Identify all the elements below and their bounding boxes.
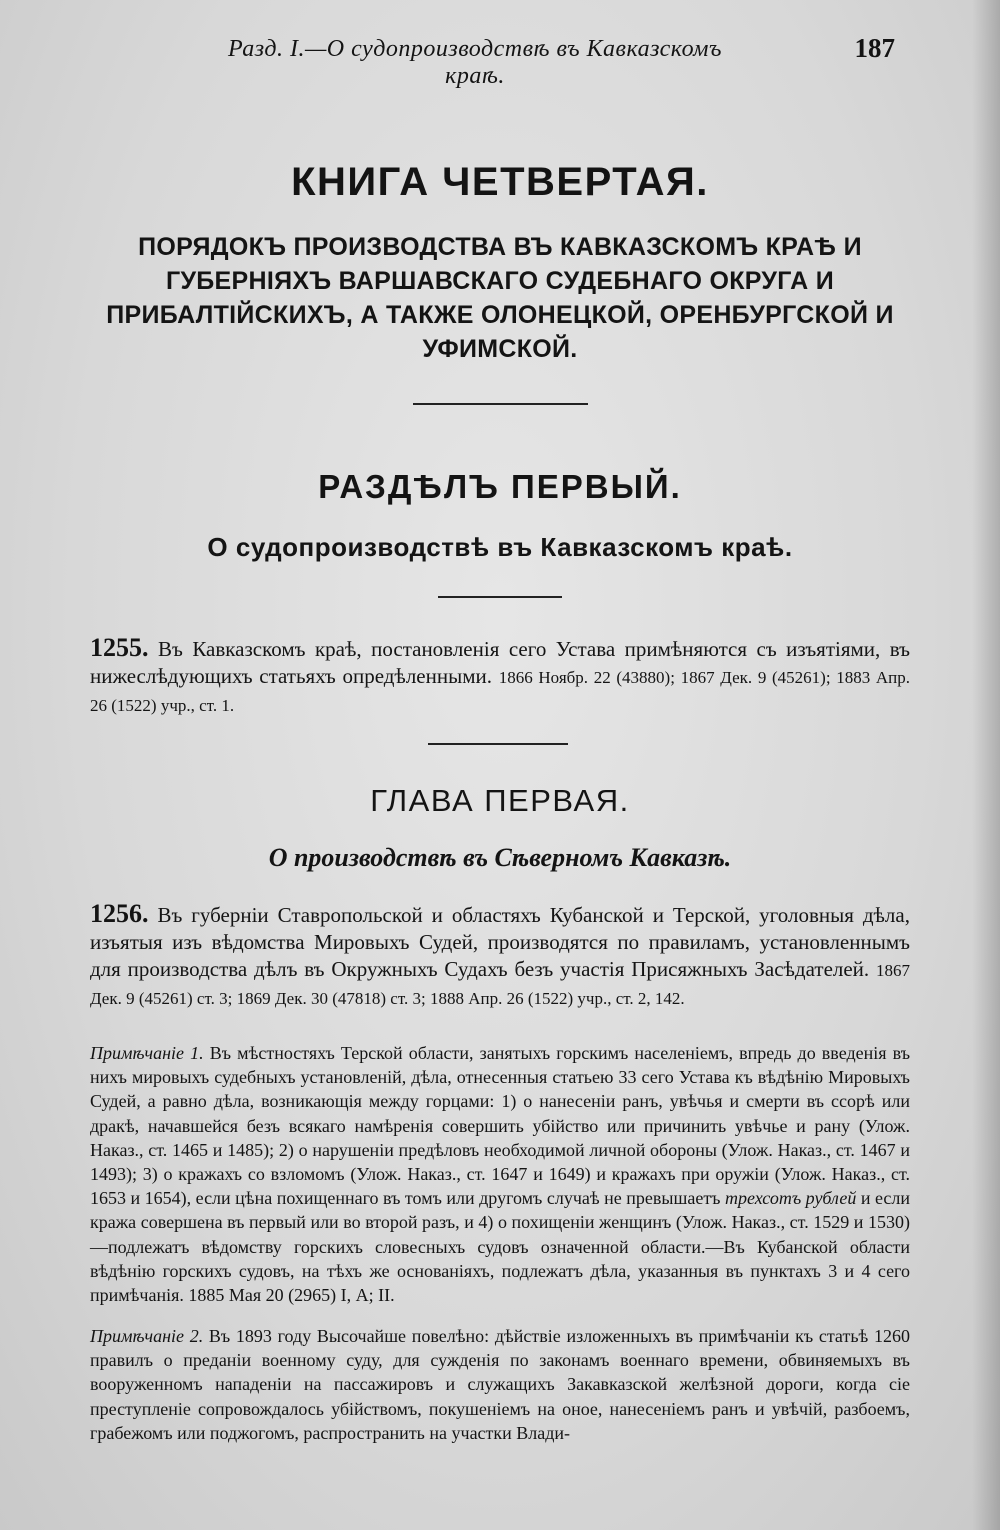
note-label: Примѣчаніе 2. [90, 1326, 204, 1346]
article-citation: 1867 Дек. 9 (45261) ст. 3; 1869 Дек. 30 (47818) ст. 3; 1888 Апр. 26 (1522) учр., ст. 2, 142. [90, 961, 911, 1008]
note-text: Въ 1893 году Высочайше повелѣно: дѣйствіе изложенныхъ въ примѣчаніи къ статьѣ 1260 правилъ о преданіи военному суду, для сужденія по законамъ военнаго времени, обвиняемыхъ въ вооруженномъ нападеніи на пассажировъ и служащихъ Закавказской желѣзной дороги, когда сіе преступленіе сопровождалось убійствомъ, покушеніемъ на оное, нанесеніемъ ранъ и увѣчій, разбоемъ, грабежомъ или поджогомъ, распространить на участки Влади- [90, 1326, 910, 1443]
note-1 [90, 1041, 910, 1307]
article-1255 [90, 634, 910, 719]
divider-rule [428, 743, 568, 745]
article-1256 [90, 900, 910, 1012]
note-citation: 1885 Мая 20 (2965) I, А; II. [188, 1285, 395, 1306]
article-text: Въ Кавказскомъ краѣ, постановленія сего Устава примѣняются съ изъятіями, въ нижеслѣдующихъ статьяхъ опредѣленными. [90, 637, 911, 688]
note-emphasis: трехсотъ рублей [725, 1188, 857, 1209]
article-number: 1256. [90, 899, 149, 928]
page-edge-shadow [972, 0, 1000, 1530]
note-text: и если кража совершена въ первый или во второй разъ, и 4) о похищеніи женщинъ (Улож. Наказ., ст. 1529 и 1530)—подлежатъ вѣдомству горскихъ словесныхъ судовъ означенной области.—Въ Кубанской области вѣдѣнію горскихъ судовъ, на тѣхъ же основаніяхъ, подлежатъ дѣла, указанныя въ пунктахъ 3 и 4 сего примѣчанія. [90, 1188, 911, 1306]
note-label: Примѣчаніе 1. [90, 1043, 204, 1063]
article-number: 1255. [90, 633, 149, 662]
article-text: Въ губерніи Ставропольской и областяхъ Кубанской и Терской, уголовныя дѣла, изъятыя изъ вѣдомства Мировыхъ Судей, производятся по правиламъ, установленнымъ для производства дѣлъ въ Окружныхъ Судахъ безъ участія Присяжныхъ Засѣдателей. [90, 903, 910, 981]
chapter-subtitle: О производствѣ въ Сѣверномъ Кавказѣ. [268, 843, 732, 872]
page-number: 187 [854, 33, 895, 63]
running-head: Разд. I.—О судопроизводствѣ въ Кавказскомъ краѣ. [228, 36, 722, 89]
divider-rule [413, 403, 588, 405]
note-2 [90, 1324, 910, 1445]
book-title: КНИГА ЧЕТВЕРТАЯ. [291, 160, 709, 204]
section-subtitle: О судопроизводствѣ въ Кавказскомъ краѣ. [207, 532, 793, 562]
divider-rule [438, 596, 562, 598]
section-title: РАЗДѢЛЪ ПЕРВЫЙ. [318, 468, 682, 505]
chapter-title: ГЛАВА ПЕРВАЯ. [370, 783, 630, 818]
book-subtitle: ПОРЯДОКЪ ПРОИЗВОДСТВА ВЪ КАВКАЗСКОМЪ КРАѢ И ГУБЕРНІЯХЪ ВАРШАВСКАГО СУДЕБНАГО ОКРУГА И ПРИБАЛТІЙСКИХЪ, А ТАКЖЕ ОЛОНЕЦКОЙ, ОРЕНБУРГСКОЙ И УФИМСКОЙ. [106, 233, 894, 363]
note-text: Въ мѣстностяхъ Терской области, занятыхъ горскимъ населеніемъ, впредь до введенія въ нихъ мировыхъ судебныхъ установленій, дѣла, отнесенныя статьею 33 сего Устава къ вѣдѣнію Мировыхъ Судей, а равно дѣла, возникающія между горцами: 1) о нанесеніи ранъ, увѣчья и смерти въ ссорѣ или дракѣ, начавшейся безъ всякаго намѣренія совершить убійство или причинить увѣчье и рану (Улож. Наказ., ст. 1465 и 1485); 2) о нарушеніи предѣловъ необходимой личной обороны (Улож. Наказ., ст. 1467 и 1493); 3) о кражахъ со взломомъ (Улож. Наказ., ст. 1647 и 1649) и кражахъ при оружіи (Улож. Наказ., ст. 1653 и 1654), если цѣна похищеннаго въ томъ или другомъ случаѣ не превышаетъ [90, 1043, 910, 1209]
article-citation: 1866 Ноябр. 22 (43880); 1867 Дек. 9 (45261); 1883 Апр. 26 (1522) учр., ст. 1. [90, 668, 911, 715]
